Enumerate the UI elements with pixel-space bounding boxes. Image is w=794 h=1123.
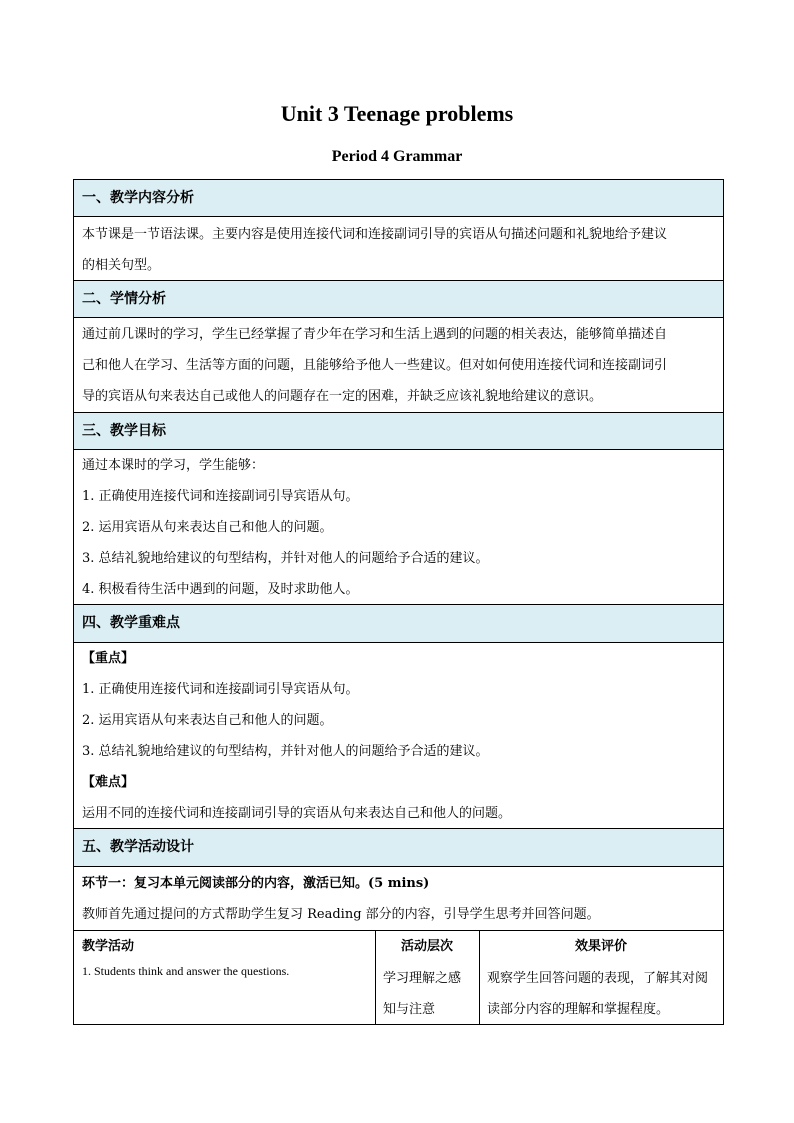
section-heading-objectives: 三、教学目标: [74, 413, 723, 450]
difficult-points-label: 【难点】: [82, 775, 135, 790]
section-heading-learner-analysis: 二、学情分析: [74, 281, 723, 318]
activity-level-line: 学习理解之感: [383, 971, 462, 986]
section-body-key-points: [74, 643, 723, 829]
section-body-objectives: [74, 450, 723, 605]
objective-item: 3. 总结礼貌地给建议的句型结构，并针对他人的问题给予合适的建议。: [82, 551, 489, 566]
lesson-plan-table: [73, 179, 724, 1025]
text-line: 导的宾语从句来表达自己或他人的问题存在一定的困难，并缺乏应该礼貌地给建议的意识。: [82, 389, 603, 404]
section-body-content-analysis: [74, 217, 723, 281]
evaluation-line: 读部分内容的理解和掌握程度。: [487, 1002, 670, 1017]
header-evaluation: 效果评价: [574, 939, 627, 954]
text-line: 己和他人在学习、生活等方面的问题，且能够给予他人一些建议。但对如何使用连接代词和连接副词引: [82, 358, 668, 373]
key-point-item: 2. 运用宾语从句来表达自己和他人的问题。: [82, 713, 333, 728]
objective-item: 4. 积极看待生活中遇到的问题，及时求助他人。: [82, 582, 359, 597]
document-title: Unit 3 Teenage problems: [280, 101, 514, 126]
section-heading-content-analysis: 一、教学内容分析: [74, 180, 723, 217]
text-line: 通过前几课时的学习，学生已经掌握了青少年在学习和生活上遇到的问题的相关表达，能够简单描述自: [82, 327, 668, 342]
text-line: 本节课是一节语法课。主要内容是使用连接代词和连接副词引导的宾语从句描述问题和礼貌地给予建议: [82, 227, 668, 242]
step-title: 环节一：复习本单元阅读部分的内容，激活已知。(5 mins): [82, 876, 430, 891]
section-body-learner-analysis: [74, 318, 723, 413]
section-heading-activity-design: 五、教学活动设计: [74, 829, 723, 867]
activity-level-line: 知与注意: [383, 1002, 436, 1017]
activity-item: 1. Students think and answer the questions.: [82, 964, 290, 978]
document-subtitle: Period 4 Grammar: [331, 148, 463, 165]
objective-item: 2. 运用宾语从句来表达自己和他人的问题。: [82, 520, 333, 535]
evaluation-line: 观察学生回答问题的表现，了解其对阅: [487, 971, 709, 986]
key-point-item: 3. 总结礼貌地给建议的句型结构，并针对他人的问题给予合适的建议。: [82, 744, 489, 759]
step-description: 教师首先通过提问的方式帮助学生复习 Reading 部分的内容，引导学生思考并回答问题。: [82, 907, 600, 922]
objective-item: 1. 正确使用连接代词和连接副词引导宾语从句。: [82, 489, 359, 504]
activity-table: [74, 931, 723, 1024]
header-teaching-activity: 教学活动: [82, 939, 135, 954]
header-activity-level: 活动层次: [400, 939, 453, 954]
section-heading-key-points: 四、教学重难点: [74, 605, 723, 643]
difficult-point-item: 运用不同的连接代词和连接副词引导的宾语从句来表达自己和他人的问题。: [82, 806, 512, 821]
key-points-label: 【重点】: [82, 651, 135, 666]
section-body-activity-design: [74, 867, 723, 931]
text-line: 的相关句型。: [82, 258, 161, 273]
text-line: 通过本课时的学习，学生能够：: [82, 458, 265, 473]
key-point-item: 1. 正确使用连接代词和连接副词引导宾语从句。: [82, 682, 359, 697]
